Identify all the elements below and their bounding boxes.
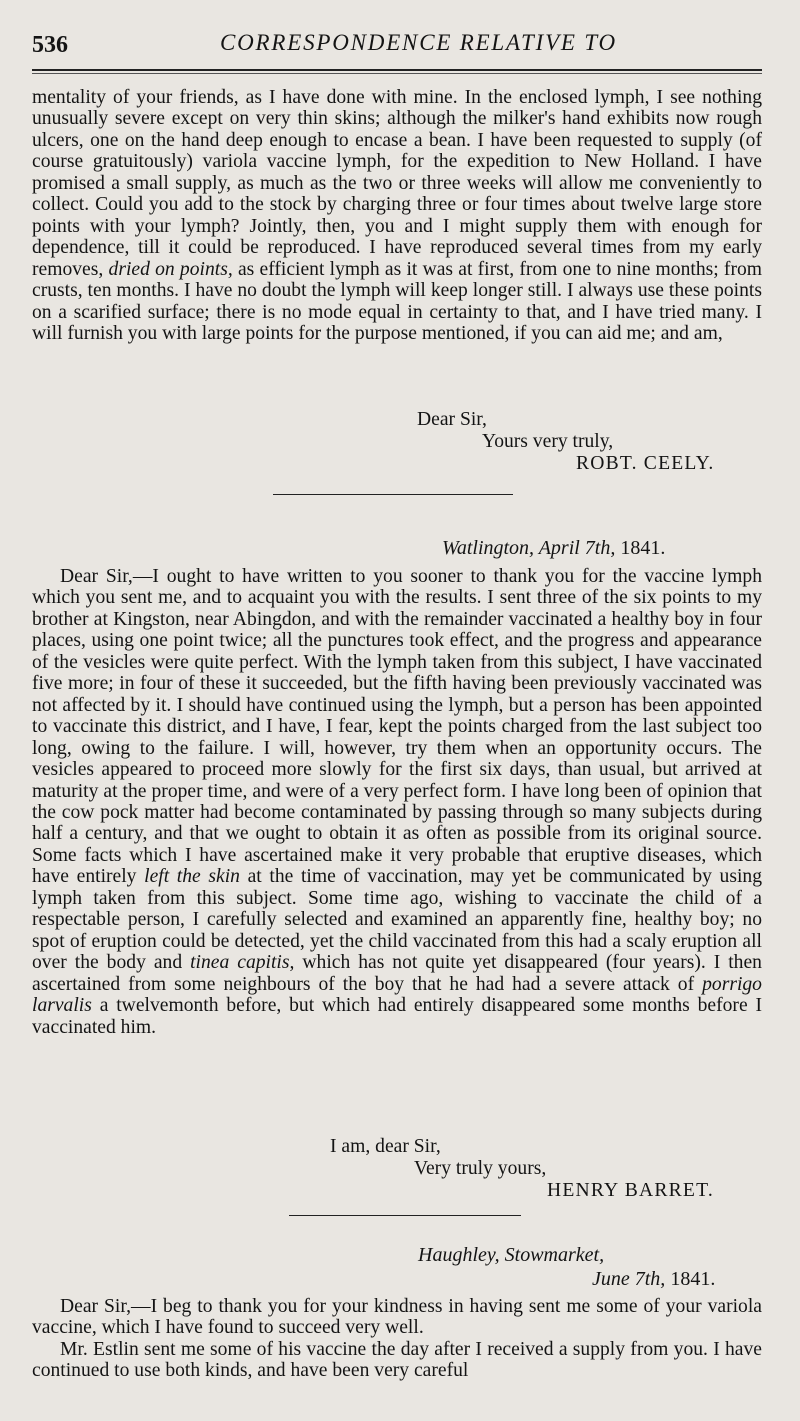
letter-barret-italic-2: tinea capitis, bbox=[190, 952, 295, 974]
letter-barret-text-3: which has not quite yet disappeared (four years). I then ascertained from some neighbours of the boy that he had had a severe attack of bbox=[32, 952, 762, 995]
letter-3-paragraph-2: Mr. Estlin sent me some of his vaccine the day after I received a supply from you. I have continued to use both kinds, and have been very careful bbox=[32, 1338, 762, 1382]
letter-barret-place: Watlington, April 7th, bbox=[442, 537, 616, 559]
letter-barret-dateline bbox=[442, 537, 665, 560]
page-header bbox=[32, 30, 762, 60]
letter-barret-year: 1841. bbox=[620, 537, 666, 559]
letter-ceely-body bbox=[32, 87, 762, 344]
letter-barret-italic-3: porrigo larvalis bbox=[32, 973, 762, 1017]
letter-barret-text-2: at the time of vaccination, may yet be communicated by using lymph taken from this subject. Some time ago, wishing to vaccinate the child of a respectable person, I carefully selected and examined an apparently fine, healthy boy; no spot of eruption could be detected, yet the child vaccinated from this had a scaly eruption all over the body and bbox=[32, 866, 763, 974]
letter-barret-text-4: a twelvemonth before, but which had entirely disappeared some months before I vaccinated him. bbox=[32, 995, 762, 1038]
letter-3-paragraph-1: Dear Sir,—I beg to thank you for your kindness in having sent me some of your variola vaccine, which I have found to succeed very well. bbox=[32, 1296, 762, 1339]
letter-ceely-salutation: Dear Sir, bbox=[417, 409, 487, 430]
letter-3-year: 1841. bbox=[670, 1268, 716, 1290]
header-rule-thin bbox=[32, 73, 762, 74]
letter-barret-closing-2: Very truly yours, bbox=[414, 1158, 547, 1179]
letter-ceely-text: mentality of your friends, as I have done with mine. In the enclosed lymph, I see nothing unusually severe except on very thin skins; although the milker's hand exhibits now rough ulcers, one on the hand deep enough to encase a bean. I have been requested to supply (of course gratuitously) variola vaccine lymph, for the expedition to New Holland. I have promised a small supply, as much as the two or three weeks will allow me conveniently to collect. Could you add to the stock by charging three or four times about twelve large store points with your lymph? Jointly, then, you and I might supply them with enough for dependence, till it could be reproduced. I have reproduced several times from my early removes, bbox=[32, 87, 762, 280]
letter-barret-closing-1: I am, dear Sir, bbox=[330, 1136, 441, 1157]
letter-barret-text-1: Dear Sir,—I ought to have written to you sooner to thank you for the vaccine lymph which you sent me, and to acquaint you with the results. I sent three of the six points to my brother at Kingston, near Abingdon, and with the remainder vaccinated a healthy boy in four places, using one point twice; all the punctures took effect, and the progress and appearance of the vesicles were quite perfect. With the lymph taken from this subject, I have vaccinated five more; in four of these it succeeded, but the fifth having been previously vaccinated was not affected by it. I should have continued using the lymph, but a person has been appointed to vaccinate this district, and I have, I fear, kept the points charged from the last subject too long, owing to the failure. I will, however, try them when an opportunity occurs. The vesicles appeared to proceed more slowly for the first six days, than usual, but arrived at maturity at the proper time, and were of a very perfect form. I have long been of opinion that the cow pock matter had become contaminated by passing through so many subjects during half a century, and that we ought to obtain it as often as possible from its original source. Some facts which I have ascertained make it very probable that eruptive diseases, which have entirely bbox=[32, 566, 762, 888]
letter-3-place: Haughley, Stowmarket, bbox=[418, 1244, 605, 1266]
letter-3-date: June 7th, bbox=[592, 1268, 666, 1290]
letter-ceely-italic: dried on points, bbox=[108, 258, 233, 280]
letter-barret-italic-1: left the skin bbox=[144, 866, 240, 888]
letter-ceely-text-end: as efficient lymph as it was at first, from one to nine months; from crusts, ten months. I have no doubt the lymph will keep longer still. I always use these points on a scarified surface; there is no mode equal in certainty to that, and I have tried many. I will furnish you with large points for the purpose mentioned, if you can aid me; and am, bbox=[32, 258, 763, 344]
letter-ceely-closing: Yours very truly, bbox=[482, 431, 614, 452]
section-divider-2 bbox=[289, 1215, 521, 1216]
page-number: 536 bbox=[32, 32, 68, 58]
letter-3-body bbox=[32, 1296, 762, 1382]
letter-ceely-signature: ROBT. CEELY. bbox=[576, 453, 715, 474]
running-head: CORRESPONDENCE RELATIVE TO bbox=[220, 30, 617, 55]
letter-barret-signature: HENRY BARRET. bbox=[547, 1180, 714, 1201]
header-rule bbox=[32, 69, 762, 71]
section-divider bbox=[273, 494, 513, 495]
letter-3-dateline bbox=[592, 1268, 715, 1291]
letter-barret-body bbox=[32, 566, 762, 1038]
